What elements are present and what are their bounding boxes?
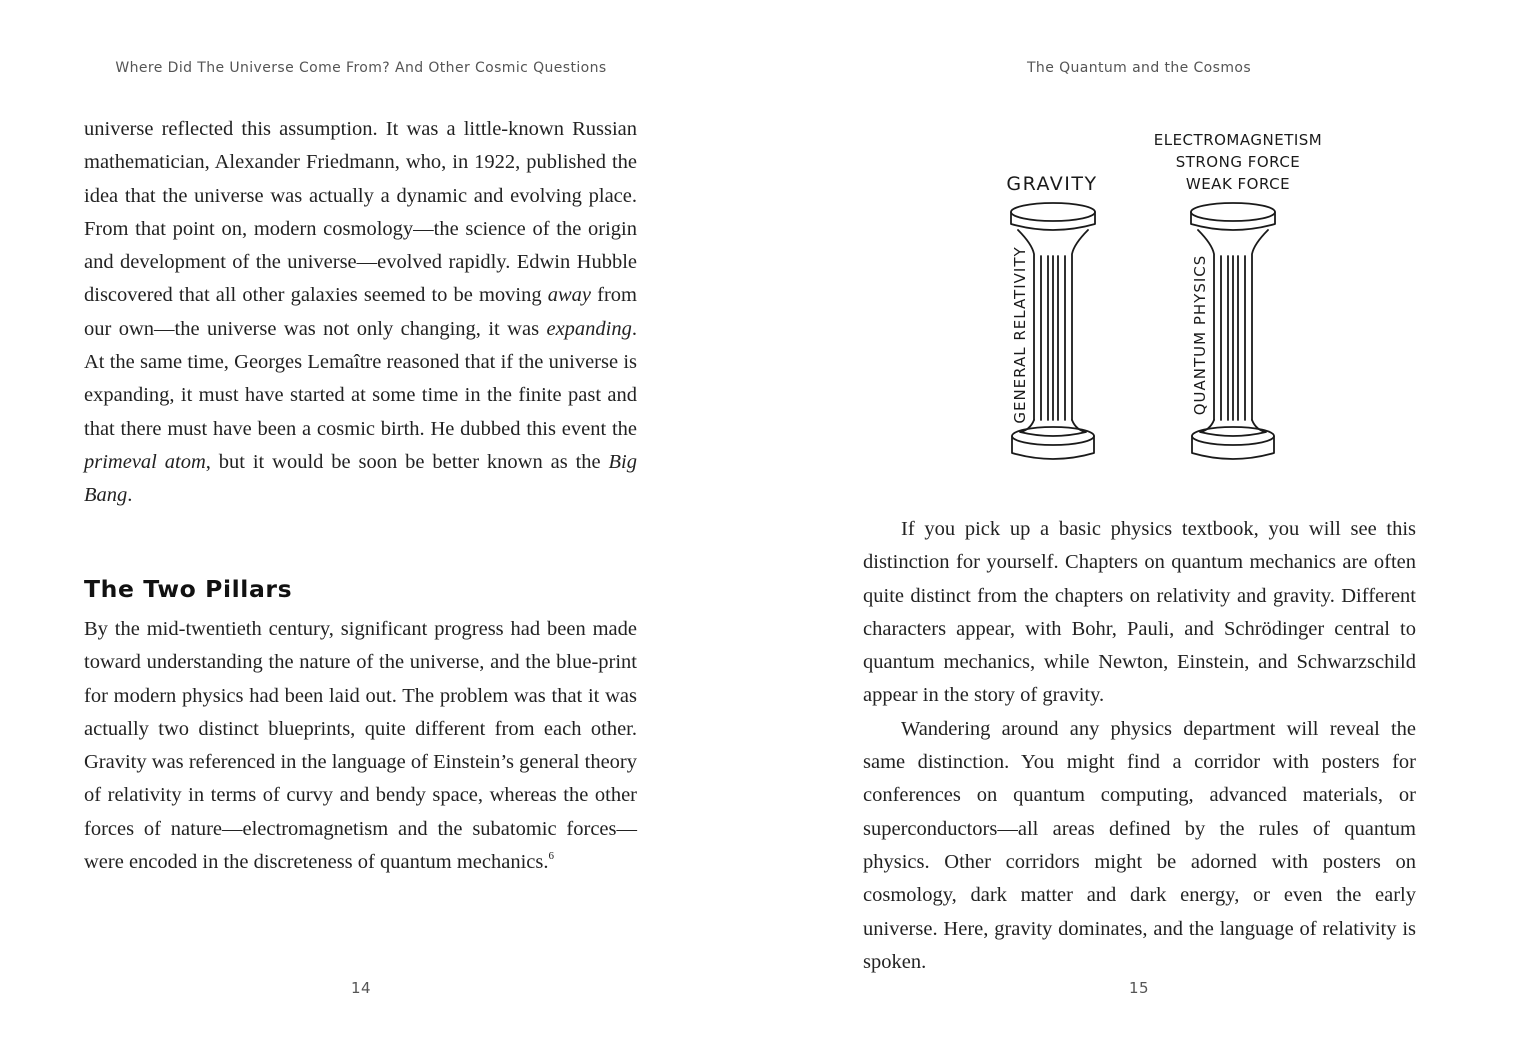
page-number-left: 14: [350, 979, 372, 997]
text-run: from our own—the universe was not only changing, it was: [84, 284, 637, 340]
text-run: , but it would be soon be better known as the: [205, 450, 609, 473]
right-page: [750, 0, 1500, 1050]
paragraph: [863, 513, 1416, 713]
body-text-top: [84, 113, 637, 513]
running-head-right: The Quantum and the Cosmos: [1026, 60, 1252, 76]
section-heading: The Two Pillars: [84, 575, 293, 603]
paragraph: [84, 613, 637, 879]
text-run: Wandering around any physics department will reveal the same distinction. You might find a corridor with posters for conferences on quantum computing, advanced materials, or superconductors—all areas defined by the rules of quantum physics. Other corridors might be adorned with posters on cosmology, dark matter and dark energy, or even the early universe. Here, gravity dominates, and the language of relativity is spoken.: [863, 717, 1416, 973]
footnote-marker: 6: [548, 850, 554, 863]
quantum-physics-label: QUANTUM PHYSICS: [1191, 254, 1209, 416]
italic-text: primeval atom: [84, 450, 206, 473]
gravity-label: GRAVITY: [1006, 173, 1098, 195]
text-run: .: [127, 484, 133, 507]
italic-text: expanding: [546, 317, 632, 340]
strong-force-label: STRONG FORCE: [1175, 153, 1301, 171]
paragraph: [863, 713, 1416, 979]
paragraph: [84, 113, 637, 513]
italic-text: away: [547, 284, 592, 307]
body-text-right: [863, 513, 1416, 979]
text-run: By the mid-twentieth century, significant progress had been made toward understanding the nature of the universe, and the blue-print for modern physics had been laid out. The problem was that it was actually two distinct blueprints, quite different from each other. Gravity was referenced in the language of Einstein’s general theory of relativity in terms of curvy and bendy space, whereas the other forces of nature—electromagnetism and the subatomic forces—were encoded in the discreteness of quantum mechanics.: [84, 618, 637, 874]
two-pillars-illustration: [990, 120, 1323, 480]
weak-force-label: WEAK FORCE: [1185, 175, 1291, 193]
left-page: [0, 0, 750, 1050]
text-run: universe reflected this assumption. It was a little-known Russian mathematician, Alexander Friedmann, who, in 1922, published the idea that the universe was actually a dynamic and evolving place. From that point on, modern cosmology—the science of the origin and development of the universe—evolved rapidly. Edwin Hubble discovered that all other galaxies seemed to be moving: [84, 118, 637, 307]
electromagnetism-label: ELECTROMAGNETISM: [1153, 131, 1323, 149]
general-relativity-label: GENERAL RELATIVITY: [1011, 246, 1029, 424]
text-run: If you pick up a basic physics textbook, you will see this distinction for yourself. Chapters on quantum mechanics are often quite distinct from the chapters on relativity and gravity. Different characters appear, with Bohr, Pauli, and Schrödinger central to quantum mechanics, while Newton, Einstein, and Schwarzschild appear in the story of gravity.: [863, 518, 1416, 707]
text-run: . At the same time, Georges Lemaître reasoned that if the universe is expanding, it must have started at some time in the finite past and that there must have been a cosmic birth. He dubbed this event the: [84, 317, 637, 440]
body-text-bottom: [84, 613, 637, 879]
page-number-right: 15: [1128, 979, 1150, 997]
running-head-left: Where Did The Universe Come From? And Other Cosmic Questions: [115, 60, 607, 76]
pillars-svg: [990, 120, 1323, 480]
italic-text: Big Bang: [84, 450, 637, 507]
